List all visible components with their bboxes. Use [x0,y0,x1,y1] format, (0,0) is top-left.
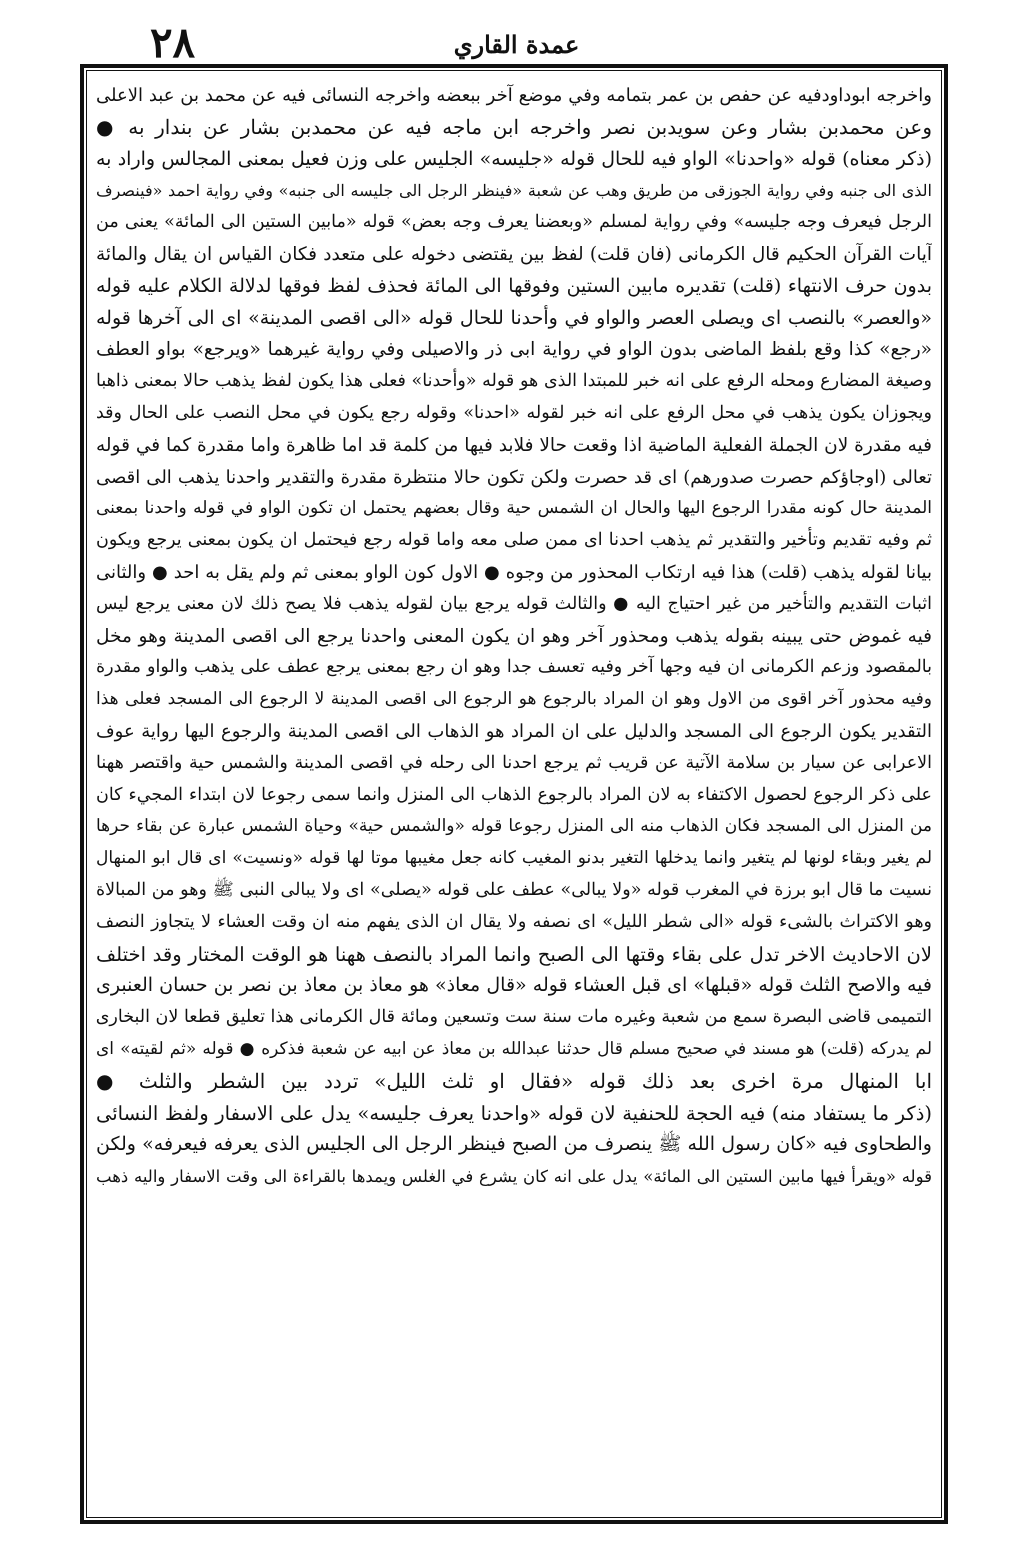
text-line: قوله «ويقرأ فيها مابين الستين الى المائة» يدل على انه كان يشرع في الغلس ويمدها بالقراءة الى وقت الاسفار واليه ذهب [96,1167,932,1187]
text-line: بدون حرف الانتهاء (قلت) تقديره مابين الستين وفوقها الى المائة فحذف لفظ فوقها لدلالة الكلام عليه قوله [96,274,932,297]
text-line: لم يغير وبقاء لونها لم يتغير وانما يدخلها التغير بدنو المغيب كانه جعل مغيبها موتا لها قوله «ونسيت» اى قال ابو المنهال [96,848,932,869]
text-line: فيه مقدرة لان الجملة الفعلية الماضية اذا وقعت حالا فلابد فيها من كلمة قد اما ظاهرة واما مقدرة كما في قوله [96,434,932,456]
text-line: نسيت ما قال ابو برزة في المغرب قوله «ولا يبالى» عطف على قوله «يصلى» اى ولا يبالى النبى ﷺ وهو من المبالاة [96,879,932,900]
text-line: التميمى قاضى البصرة سمع من شعبة وغيره مات سنة ست وتسعين ومائة قال الكرمانى هذا تعليق قطعا لان البخارى [96,1007,932,1028]
text-line: «والعصر» بالنصب اى ويصلى العصر والواو في وأحدنا للحال قوله «الى اقصى المدينة» اى الى آخرها قوله [96,306,932,329]
text-line: على ذكر الرجوع لحصول الاكتفاء به لان المراد بالرجوع الذهاب الى المنزل وانما سمى رجوعا لان ابتداء المجيء كان [96,784,932,805]
text-line: بيانا لقوله يذهب (قلت) هذا فيه ارتكاب المحذور من وجوه ● الاول كون الواو بمعنى ثم ولم يقل به احد ● والثانى [96,561,932,583]
running-title: عمدة القاري [453,30,580,59]
text-line: واخرجه ابوداودفيه عن حفص بن عمر بتمامه وفي موضع آخر ببعضه واخرجه النسائى فيه عن محمد بن عبد الاعلى [96,85,932,106]
text-line: وصيغة المضارع ومحله الرفع على انه خبر للمبتدا الذى هو قوله «وأحدنا» فعلى هذا يكون لفظ يذهب حالا بمعنى ذاهبا [96,371,932,392]
text-line: والطحاوى فيه «كان رسول الله ﷺ ينصرف من الصبح فينظر الرجل الى الجليس الذى يعرفه فيعرفه» ولكن [96,1133,932,1156]
text-line: بالمقصود وزعم الكرمانى ان فيه وجها آخر وفيه تعسف جدا وهو ان رجع بمعنى يرجع عطف على يذهب والواو مقدرة [96,657,932,678]
text-line: لان الاحاديث الاخر تدل على بقاء وقتها الى الصبح وانما المراد بالنصف ههنا هو الوقت المختار وقد اختلف [96,942,932,966]
text-line: تعالى (اوجاؤكم حصرت صدورهم) اى قد حصرت ولكن تكون حالا منتظرة مقدرة والتقدير واحدنا يذهب الى اقصى [96,466,932,488]
text-line: آيات القرآن الحكيم قال الكرمانى (فان قلت) لفظ بين يقتضى دخوله على متعدد فكان القياس ان يقال والمائة [96,243,932,265]
text-line: لم يدركه (قلت) هو مسند في صحيح مسلم قال حدثنا عبدالله بن معاذ عن ابيه عن شعبة فذكره ● قوله «ثم لقيته» اى [96,1038,932,1059]
text-line: من المنزل الى المسجد فكان الذهاب منه الى المنزل رجوعا قوله «والشمس حية» وحياة الشمس عبارة عن بقاء حرها [96,816,932,837]
text-line: اثبات التقديم والتأخير من غير احتياج اليه ● والثالث قوله يرجع بيان لقوله يذهب فلا يصح ذلك لان معنى يرجع ليس [96,593,932,614]
text-line: فيه غموض حتى يبينه بقوله يذهب ومحذور آخر وهو ان يكون المعنى واحدنا يرجع الى اقصى المدينة وهو مخل [96,625,932,647]
text-line: وهو الاكتراث بالشىء قوله «الى شطر الليل» اى نصفه ولا يقال ان الذى يفهم منه ان وقت العشاء لا يتجاوز النصف [96,911,932,932]
text-line: وفيه محذور آخر اقوى من الاول وهو ان المراد بالرجوع هو الرجوع الى اقصى المدينة لا الرجوع الى المسجد فعلى هذا [96,689,932,710]
page-number: ٢٨ [150,18,196,67]
text-line: الذى الى جنبه وفي رواية الجوزقى من طريق وهب عن شعبة «فينظر الرجل الى جليسه الى جنبه» وفي رواية احمد «فينصرف [96,181,932,201]
text-line: وعن محمدبن بشار وعن سويدبن نصر واخرجه ابن ماجه فيه عن محمدبن بشار عن بندار به ● [96,114,932,139]
text-line: (ذكر معناه) قوله «واحدنا» الواو فيه للحال قوله «جليسه» الجليس على وزن فعيل بمعنى المجالس واراد به [96,147,932,170]
text-line: المدينة حال كونه مقدرا الرجوع اليها والحال ان الشمس حية وقال بعضهم يحتمل ان تكون الواو في قوله واحدنا بمعنى [96,498,932,519]
text-body [96,80,932,1510]
text-line: ويجوزان يكون يذهب في محل الرفع على انه خبر لقوله «احدنا» وقوله رجع يكون في محل النصب على الحال وقد [96,402,932,423]
text-line: ثم وفيه تقديم وتأخير والتقدير ثم يذهب احدنا اى ممن صلى معه واما قوله رجع فيحتمل ان يكون بمعنى يرجع ويكون [96,530,932,551]
text-line: ابا المنهال مرة اخرى بعد ذلك قوله «فقال او ثلث الليل» تردد بين الشطر والثلث ● [96,1068,932,1093]
text-line: (ذكر ما يستفاد منه) فيه الحجة للحنفية لان قوله «واحدنا يعرف جليسه» يدل على الاسفار ولفظ النسائى [96,1101,932,1125]
text-line: «رجع» كذا وقع بلفظ الماضى بدون الواو في رواية ابى ذر والاصيلى وفي رواية غيرهما «ويرجع» بواو العطف [96,339,932,361]
text-line: التقدير يكون الرجوع الى المسجد والدليل على ان المراد هو الذهاب الى اقصى المدينة والرجوع اليها رواية عوف [96,720,932,742]
text-line: الرجل فيعرف وجه جليسه» وفي رواية لمسلم «وبعضنا يعرف وجه بعض» قوله «مابين الستين الى المائة» يعنى من [96,212,932,233]
text-line: فيه والاصح الثلث قوله «قبلها» اى قبل العشاء قوله «قال معاذ» هو معاذ بن معاذ بن نصر بن حسان العنبرى [96,974,932,997]
text-line: الاعرابى عن سيار بن سلامة الآتية عن قريب ثم يرجع احدنا الى رحله في اقصى المدينة والشمس حية واقتصر ههنا [96,752,932,773]
